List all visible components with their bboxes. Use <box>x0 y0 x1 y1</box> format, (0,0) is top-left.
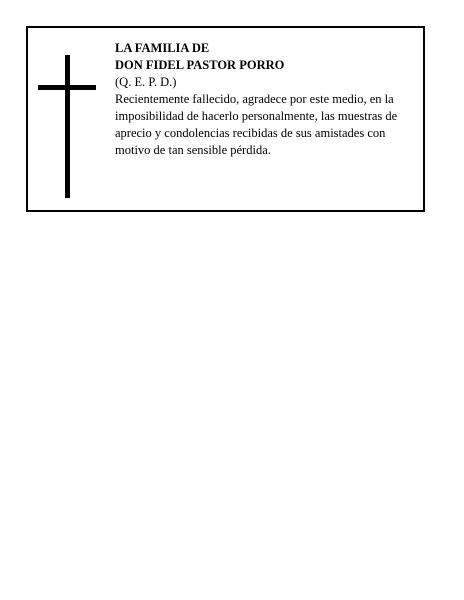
obituary-notice <box>26 26 425 212</box>
cross-vertical-bar <box>65 55 70 198</box>
notice-rip: (Q. E. P. D.) <box>115 75 177 89</box>
cross-horizontal-bar <box>38 85 96 90</box>
notice-body: Recientemente fallecido, agradece por este medio, en la imposibilidad de hacerlo personalmente, las muestras de aprecio y condolencias recibidas de sus amistades con motivo de tan sensible pérdida. <box>115 92 398 157</box>
notice-heading-line1: LA FAMILIA DE <box>115 41 210 55</box>
notice-text-block <box>115 40 423 159</box>
latin-cross-icon <box>38 55 96 198</box>
notice-heading-line2: DON FIDEL PASTOR PORRO <box>115 58 285 72</box>
